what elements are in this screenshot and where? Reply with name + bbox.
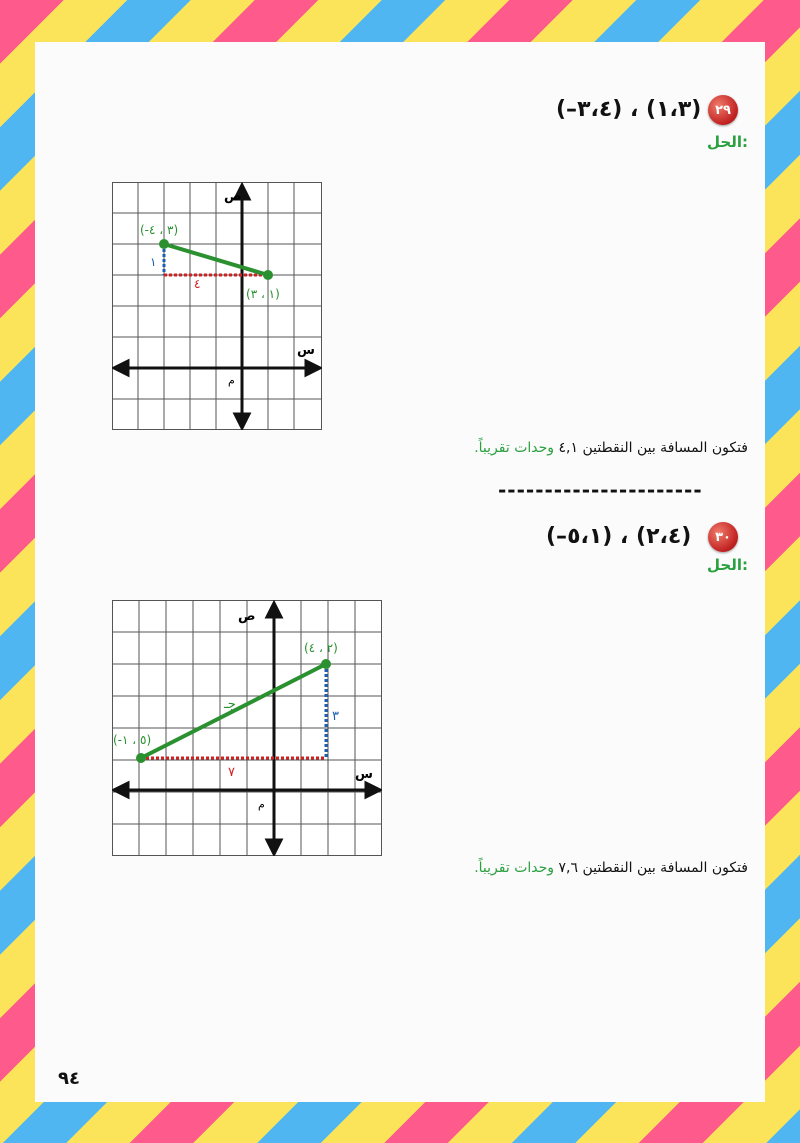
y-axis-label: ص: [224, 189, 242, 204]
point-b: [263, 270, 273, 280]
problem-30-badge: ٣٠: [708, 522, 738, 552]
point-b: [321, 659, 331, 669]
point-a-label: (-٥ ، ١): [113, 733, 152, 747]
problem-30-solution-label: الحل:: [707, 556, 748, 574]
problem-29-badge: ٢٩: [708, 95, 738, 125]
vertical-leg-label: ٣: [332, 709, 339, 724]
y-axis-label: ص: [238, 609, 256, 624]
hypotenuse-label: جـ: [224, 697, 236, 712]
separator-line: ----------------------: [498, 478, 703, 502]
conclusion-prefix: فتكون المسافة بين النقطتين: [582, 440, 748, 456]
conclusion-suffix: وحدات تقريباً.: [474, 440, 555, 456]
problem-29-title: (–٣،٤) ، (١،٣): [556, 97, 702, 122]
point-b-label: (٢ ، ٤): [304, 641, 338, 655]
x-axis-label: س: [297, 343, 315, 358]
point-a: [159, 239, 169, 249]
conclusion-value: ٧,٦: [558, 860, 578, 876]
problem-30-conclusion: [474, 860, 748, 876]
conclusion-suffix: وحدات تقريباً.: [474, 860, 555, 876]
horizontal-leg-label: ٧: [228, 765, 235, 780]
problem-29-conclusion: [474, 440, 748, 456]
origin-label: م: [228, 374, 235, 387]
conclusion-prefix: فتكون المسافة بين النقطتين: [582, 860, 748, 876]
origin-label: م: [258, 798, 265, 811]
point-b-label: (١ ، ٣): [246, 287, 280, 301]
conclusion-value: ٤,١: [558, 440, 578, 456]
vertical-leg-label: ١: [150, 255, 157, 269]
horizontal-leg-label: ٤: [194, 277, 201, 291]
page-number: ٩٤: [58, 1068, 80, 1089]
problem-30-graph: [112, 600, 382, 856]
grid: [112, 600, 382, 856]
grid: [112, 182, 322, 430]
problem-30-title: (–٥،١) ، (٢،٤): [546, 524, 692, 549]
point-a: [136, 753, 146, 763]
problem-29-solution-label: الحل:: [707, 133, 748, 151]
problem-29-graph: [112, 182, 322, 430]
x-axis-label: س: [355, 767, 373, 782]
point-a-label: (-٣ ، ٤): [140, 223, 179, 237]
